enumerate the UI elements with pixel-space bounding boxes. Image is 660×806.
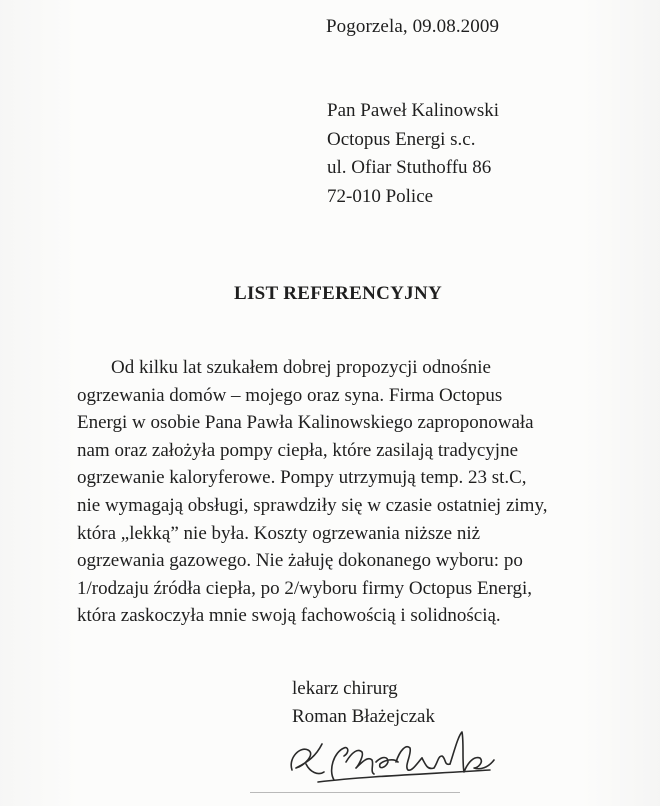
body-line: ogrzewania gazowego. Nie żałuję dokonanego wyboru: po [77,550,523,572]
letter-body [77,354,607,630]
recipient-company: Octopus Energi s.c. [327,128,476,150]
signer-profession: lekarz chirurg [292,678,398,699]
place-and-date: Pogorzela, 09.08.2009 [326,16,500,37]
body-line: Od kilku lat szukałem dobrej propozycji odnośnie [111,357,491,378]
recipient-street: ul. Ofiar Stuthoffu 86 [327,157,492,178]
handwritten-signature-icon [278,722,508,792]
recipient-name: Pan Paweł Kalinowski [327,100,500,121]
signature-line [250,792,460,793]
body-line: która zaskoczyła mnie swoją fachowością i solidnością. [77,605,501,627]
body-line: 1/rodzaju źródła ciepła, po 2/wyboru firmy Octopus Energi, [77,577,532,599]
body-line: ogrzewania domów – mojego oraz syna. Firma Octopus [77,384,503,406]
body-line: nam oraz założyła pompy ciepła, które zasilają tradycyjne [77,439,519,461]
recipient-address [327,97,499,211]
body-line: Energi w osobie Pana Pawła Kalinowskiego zaproponowała [77,412,534,434]
letter-title-text: LIST REFERENCYJNY [234,283,442,304]
body-line: ogrzewanie kaloryferowe. Pompy utrzymują temp. 23 st.C, [77,467,527,489]
body-line: nie wymagają obsługi, sprawdziły się w czasie ostatniej zimy, [77,494,548,516]
recipient-city: 72-010 Police [327,185,434,207]
signer-name: Roman Błażejczak [292,706,435,727]
letter-title [0,283,660,305]
body-line: która „lekką” nie była. Koszty ogrzewania niższe niż [77,522,481,544]
